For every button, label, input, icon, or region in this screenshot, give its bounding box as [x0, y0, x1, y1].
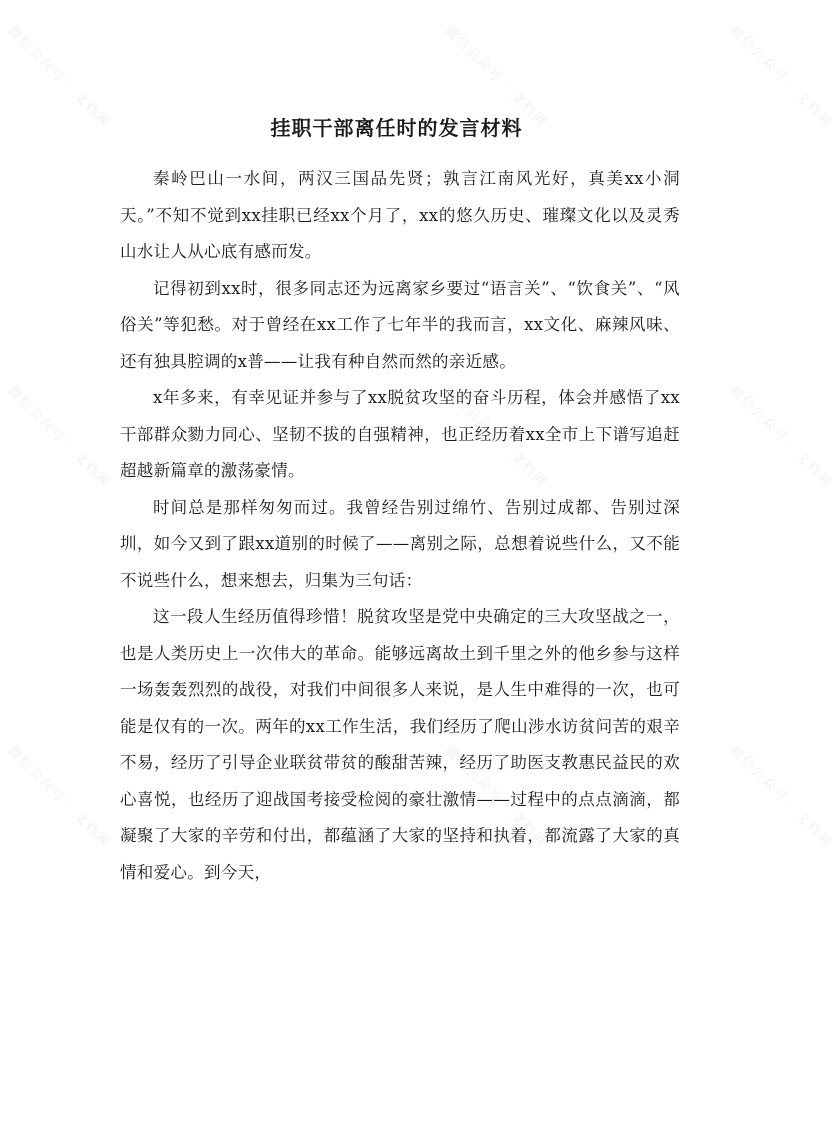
paragraph: 秦岭巴山一水间，两汉三国品先贤；孰言江南风光好，真美xx小洞天。”不知不觉到xx挂职已经xx个月了，xx的悠久历史、璀璨文化以及灵秀山水让人从心底有感而发。: [120, 169, 680, 261]
watermark: 微信公众号 · 文档网: [726, 382, 836, 492]
watermark: 微信公众号 · 文档网: [726, 22, 836, 132]
watermark: 微信公众号 · 文档网: [441, 22, 551, 132]
watermark: 微信公众号 · 文档网: [726, 742, 836, 852]
paragraph: 时间总是那样匆匆而过。我曾经告别过绵竹、告别过成都、告别过深圳，如今又到了跟xx道别的时候了——离别之际，总想着说些什么，又不能不说些什么，想来想去，归集为三句话：: [120, 497, 680, 590]
paragraph: x年多来，有幸见证并参与了xx脱贫攻坚的奋斗历程，体会并感悟了xx干部群众勠力同心、坚韧不拔的自强精神，也正经历着xx全市上下谱写追赶超越新篇章的激荡豪情。: [120, 388, 680, 480]
watermark: 微信公众号 · 文档网: [4, 742, 114, 852]
watermark: 微信公众号 · 文档网: [441, 382, 551, 492]
paragraph: 记得初到xx时，很多同志还为远离家乡要过“语言关”、“饮食关”、“风俗关”等犯愁。对于曾经在xx工作了七年半的我而言，xx文化、麻辣风味、还有独具腔调的x普——让我有种自然而然的亲近感。: [120, 278, 680, 371]
watermark: 微信公众号 · 文档网: [441, 742, 551, 852]
watermark: 微信公众号 · 文档网: [4, 22, 114, 132]
watermark: 微信公众号 · 文档网: [4, 382, 114, 492]
document-body: [120, 161, 680, 891]
document-title: 挂职干部离任时的发言材料: [270, 116, 523, 140]
paragraph: 这一段人生经历值得珍惜！脱贫攻坚是党中央确定的三大攻坚战之一，也是人类历史上一次伟大的革命。能够远离故土到千里之外的他乡参与这样一场轰轰烈烈的战役，对我们中间很多人来说，是人生中难得的一次，也可能是仅有的一次。两年的xx工作生活，我们经历了爬山涉水访贫问苦的艰辛不易，经历了引导企业联贫带贫的酸甜苦辣，经历了助医支教惠民益民的欢心喜悦，也经历了迎战国考接受检阅的豪壮激情——过程中的点点滴滴，都凝聚了大家的辛劳和付出，都蕴涵了大家的坚持和执着，都流露了大家的真情和爱心。到今天，: [120, 607, 680, 882]
